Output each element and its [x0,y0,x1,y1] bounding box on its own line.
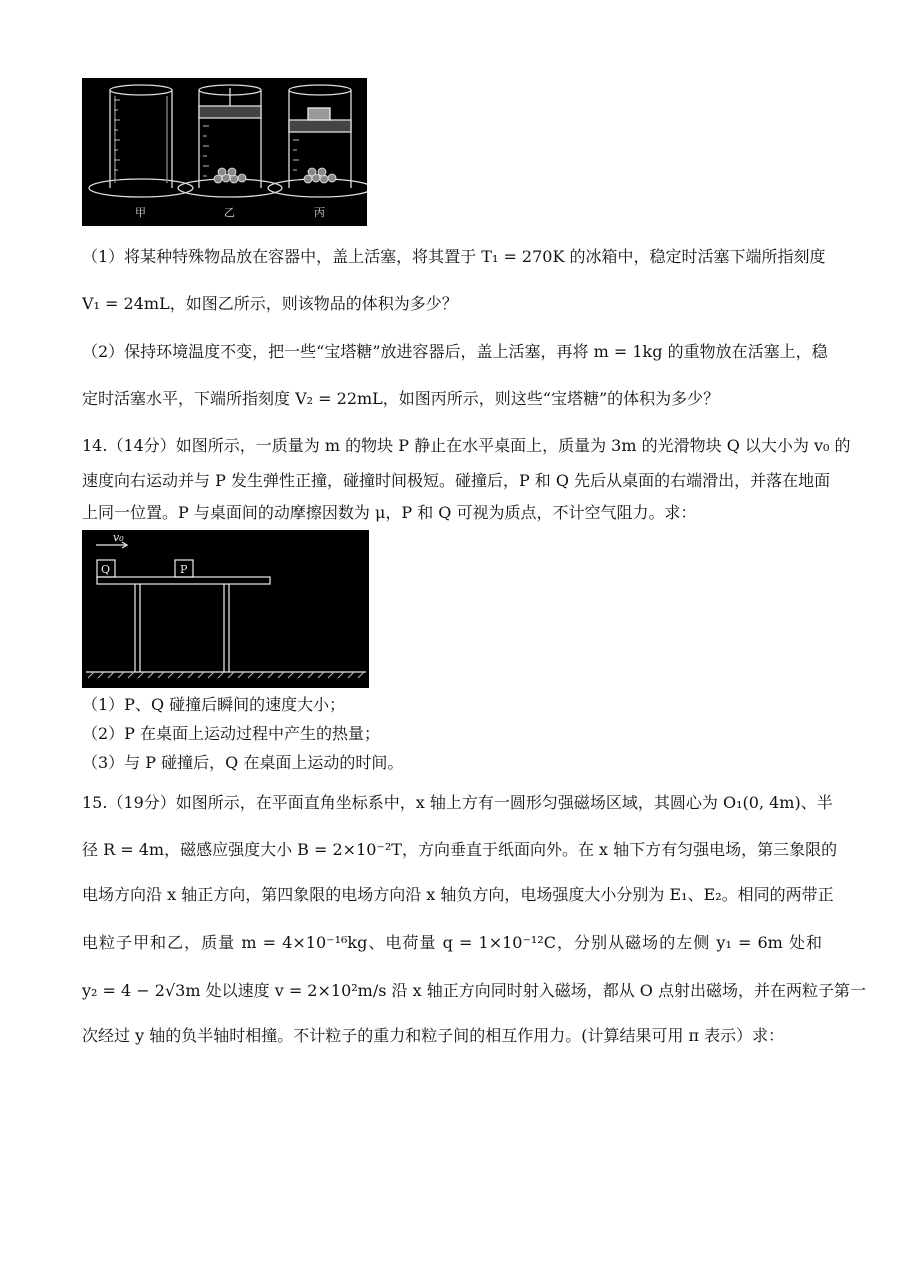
q15-line1: 15.（19分）如图所示，在平面直角坐标系中，x 轴上方有一圆形匀强磁场区域，其圆心为 O₁(0, 4m)、半 [82,793,833,812]
q14-sub1: （1）P、Q 碰撞后瞬间的速度大小； [82,695,346,714]
label-yi: 乙 [224,206,235,219]
q13-part2-line1: （2）保持环境温度不变，把一些“宝塔糖”放进容器后，盖上活塞，再将 m = 1kg 的重物放在活塞上，稳 [82,342,828,361]
q14-line3: 上同一位置。P 与桌面间的动摩擦因数为 μ，P 和 Q 可视为质点，不计空气阻力。求： [82,503,697,522]
table-figure [82,530,369,688]
cylinders-figure [82,78,367,226]
q15-line3: 电场方向沿 x 轴正方向，第四象限的电场方向沿 x 轴负方向，电场强度大小分别为 E₁、E₂。相同的两带正 [82,885,834,904]
q14-sub2: （2）P 在桌面上运动过程中产生的热量； [82,724,381,743]
cylinders-drawing [82,78,367,226]
q13-part2-line2: 定时活塞水平，下端所指刻度 V₂ = 22mL，如图丙所示，则这些“宝塔糖”的体积为多少？ [82,389,720,408]
q14-line2: 速度向右运动并与 P 发生弹性正撞，碰撞时间极短。碰撞后，P 和 Q 先后从桌面的右端滑出，并落在地面 [82,471,831,490]
q14-sub3: （3）与 P 碰撞后，Q 在桌面上运动的时间。 [82,753,404,772]
block-p-label: P [180,563,188,576]
q15-line6: 次经过 y 轴的负半轴时相撞。不计粒子的重力和粒子间的相互作用力。(计算结果可用 π 表示）求： [82,1026,785,1045]
table-drawing [82,530,369,688]
label-bing: 丙 [314,206,325,219]
q13-part1-line2: V₁ = 24mL，如图乙所示，则该物品的体积为多少？ [82,294,458,313]
block-q-label: Q [101,563,111,576]
velocity-label: v₀ [113,531,124,544]
q14-line1: 14.（14分）如图所示，一质量为 m 的物块 P 静止在水平桌面上，质量为 3m 的光滑物块 Q 以大小为 v₀ 的 [82,436,851,455]
q15-line2: 径 R = 4m，磁感应强度大小 B = 2×10⁻²T，方向垂直于纸面向外。在 x 轴下方有匀强电场，第三象限的 [82,840,838,859]
label-jia: 甲 [135,206,146,219]
q15-line4: 电粒子甲和乙，质量 m = 4×10⁻¹⁶kg、电荷量 q = 1×10⁻¹²C，分别从磁场的左侧 y₁ = 6m 处和 [82,933,822,952]
q13-part1-line1: （1）将某种特殊物品放在容器中，盖上活塞，将其置于 T₁ = 270K 的冰箱中，稳定时活塞下端所指刻度 [82,247,826,266]
q15-line5: y₂ = 4 − 2√3m 处以速度 v = 2×10²m/s 沿 x 轴正方向同时射入磁场，都从 O 点射出磁场，并在两粒子第一 [82,981,867,1000]
